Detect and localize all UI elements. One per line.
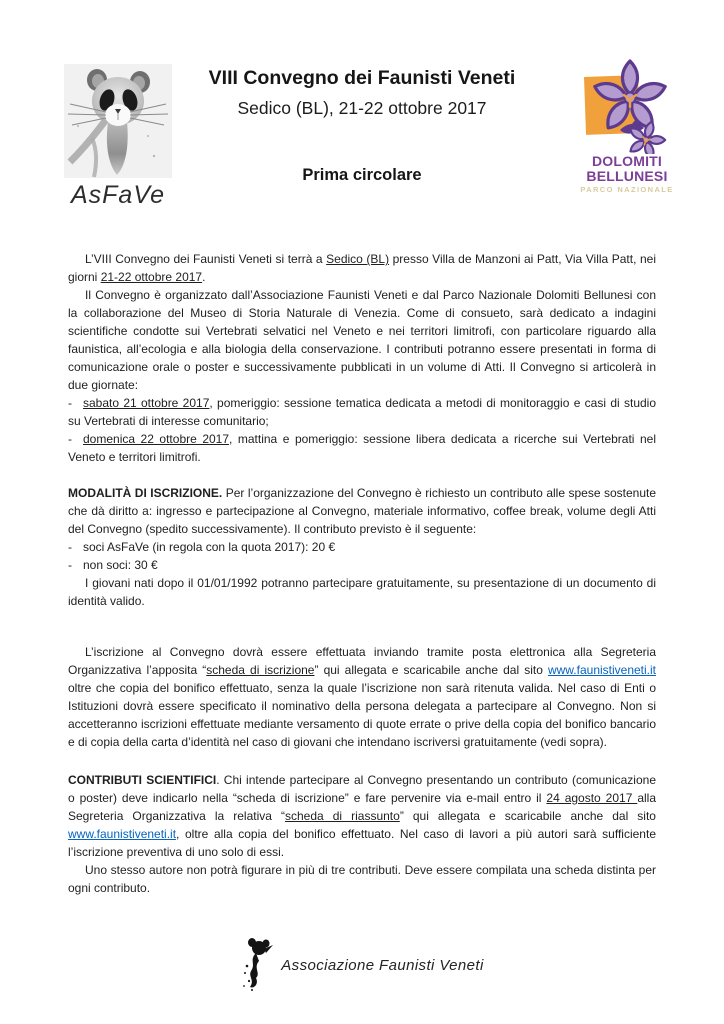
text-run: MODALITÀ DI ISCRIZIONE. bbox=[68, 486, 223, 500]
park-logo-name-line3: PARCO NAZIONALE bbox=[580, 185, 674, 194]
paragraph-organization bbox=[68, 286, 656, 394]
paragraph-enrollment bbox=[68, 643, 656, 751]
asfave-rodent-sketch-icon bbox=[64, 64, 172, 178]
park-logo-name-line1: DOLOMITI bbox=[591, 153, 663, 169]
asfave-logo bbox=[64, 64, 172, 210]
text-run: non soci: 30 € bbox=[83, 558, 158, 572]
text-run: 21-22 ottobre 2017 bbox=[100, 270, 203, 284]
footer-association-label: Associazione Faunisti Veneti bbox=[281, 956, 484, 974]
document-body bbox=[68, 250, 656, 897]
text-run: scheda di iscrizione bbox=[206, 663, 315, 677]
text-run: Sedico (BL) bbox=[326, 252, 390, 266]
text-run: oltre che copia del bonifico effettuato, senza la quale l’iscrizione non sarà ritenuta valida. Nel caso di Enti o Istituzioni dovrà essere specificato il nominativo della persona delegata a partecipare al Convegno. Non si accetteranno iscrizioni effettuate mediante versamento di quote errate o prive della copia del bonifico bancario e di copia della carta d’identità nel caso di giovani che intendano iscriversi gratuitamente (vedi sopra). bbox=[68, 681, 656, 749]
text-run: scheda di riassunto bbox=[284, 809, 400, 823]
text-run: Il Convegno è organizzato dall’Associazione Faunisti Veneti e dal Parco Nazionale Dolomiti Bellunesi con la collaborazione del Museo di Storia Naturale di Venezia. Come di consueto, sarà dedicato a indagini scientifiche condotte sui Vertebrati selvatici nel Veneto e nei territori limitrofi, con particolare riguardo alla faunistica, all’ecologia e alla biologia della conservazione. I contributi potranno essere presentati in forma di comunicazione orale o poster e successivamente pubblicati in un volume di Atti. Il Convegno si articolerà in due giornate: bbox=[68, 288, 656, 392]
park-logo-name-line2: BELLUNESI bbox=[586, 167, 668, 184]
text-run: sabato 21 ottobre 2017 bbox=[83, 396, 210, 410]
text-run: . bbox=[202, 270, 206, 284]
text-run: presso Villa de Manzoni ai Patt, Via Villa Patt, nei giorni bbox=[68, 252, 656, 284]
list-item-saturday bbox=[68, 394, 656, 430]
document-title: VIII Convegno dei Faunisti Veneti bbox=[208, 67, 516, 89]
text-run: - bbox=[68, 540, 72, 554]
text-run: . Chi intende partecipare al Convegno presentando un contributo (comunicazione o poster) deve indicarlo nella “scheda di iscrizione” e fare pervenire via e-mail entro il bbox=[68, 773, 656, 805]
text-run: CONTRIBUTI SCIENTIFICI bbox=[68, 773, 217, 787]
dolomiti-flower-icon bbox=[580, 54, 674, 154]
text-run: domenica 22 ottobre 2017 bbox=[83, 432, 230, 446]
text-run: - bbox=[68, 396, 72, 410]
asfave-logo-label: AsFaVe bbox=[70, 181, 165, 209]
document-subtitle: Sedico (BL), 21-22 ottobre 2017 bbox=[237, 98, 487, 118]
footer bbox=[0, 938, 724, 992]
paragraph-youth bbox=[68, 574, 656, 610]
text-run: Uno stesso autore non potrà figurare in più di tre contributi. Deve essere compilata una scheda distinta per ogni contributo. bbox=[68, 863, 656, 895]
text-run: ” qui allegata e scaricabile anche dal sito bbox=[314, 663, 548, 677]
faunistiveneti-link[interactable]: www.faunistiveneti.it bbox=[68, 827, 177, 841]
faunistiveneti-link[interactable]: www.faunistiveneti.it bbox=[547, 663, 657, 677]
fee-item-non-members bbox=[68, 556, 656, 574]
text-run: I giovani nati dopo il 01/01/1992 potranno partecipare gratuitamente, su presentazione di un documento di identità valido. bbox=[68, 576, 656, 608]
text-run: - bbox=[68, 558, 72, 572]
text-run: Per l’organizzazione del Convegno è richiesto un contributo alle spese sostenute che dà diritto a: ingresso e partecipazione al Convegno, materiale informativo, coffee break, volume degli Atti del Convegno (spedito successivamente). Il contributo previsto è il seguente: bbox=[68, 486, 656, 536]
paragraph-author-limit bbox=[68, 861, 656, 897]
paragraph-intro bbox=[68, 250, 656, 286]
text-run: L’iscrizione al Convegno dovrà essere effettuata inviando tramite posta elettronica alla Segreteria Organizzativa l’apposita “ bbox=[68, 645, 656, 677]
list-item-sunday bbox=[68, 430, 656, 466]
footer-rodent-mark-icon bbox=[240, 938, 274, 992]
text-run: , mattina e pomeriggio: sessione libera dedicata a ricerche sui Vertebrati nel Veneto e territori limitrofi. bbox=[68, 432, 656, 464]
text-run: , pomeriggio: sessione tematica dedicata a metodi di monitoraggio e casi di studio su Vertebrati di interesse comunitario; bbox=[68, 396, 657, 428]
text-run: soci AsFaVe (in regola con la quota 2017): 20 € bbox=[83, 540, 336, 554]
text-run: 24 agosto 2017 bbox=[546, 791, 638, 805]
park-logo bbox=[580, 54, 674, 194]
section-registration bbox=[68, 484, 656, 538]
text-run: , oltre alla copia del bonifico effettuato. Nel caso di lavori a più autori sarà sufficiente l’iscrizione preventiva di uno solo di essi. bbox=[68, 827, 656, 859]
text-run: alla Segreteria Organizzativa la relativa “ bbox=[68, 791, 657, 823]
header-titles bbox=[180, 66, 544, 185]
text-run: L’VIII Convegno dei Faunisti Veneti si terrà a bbox=[85, 252, 327, 266]
text-run: ” qui allegata e scaricabile anche dal sito bbox=[399, 809, 656, 823]
section-contributions bbox=[68, 771, 656, 861]
text-run: - bbox=[68, 432, 72, 446]
circular-label: Prima circolare bbox=[302, 166, 422, 184]
fee-item-members bbox=[68, 538, 656, 556]
